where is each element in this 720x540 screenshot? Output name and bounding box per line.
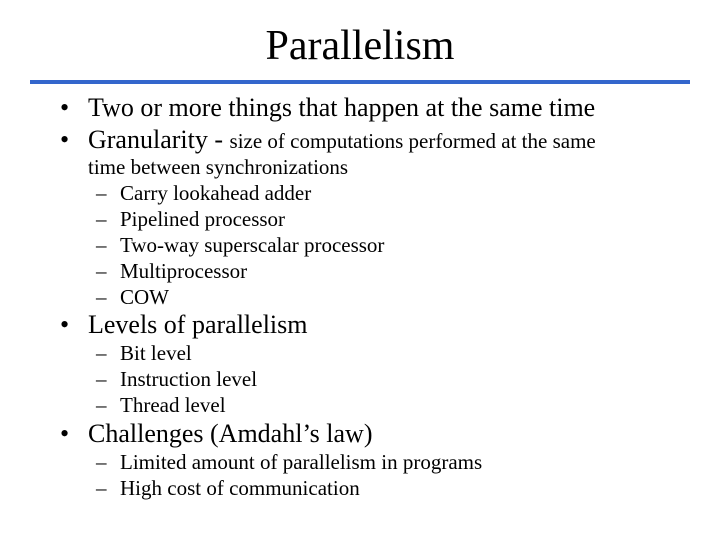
bullet-text xyxy=(88,125,596,156)
bullet-marker: • xyxy=(60,93,70,122)
sub-bullet-text: Limited amount of parallelism in programs xyxy=(120,450,483,474)
bullet-text: Levels of parallelism xyxy=(88,310,308,339)
sub-bullet-marker: – xyxy=(96,259,107,283)
sub-bullet-text: COW xyxy=(120,285,169,309)
slide-title: Parallelism xyxy=(265,23,455,69)
bullet-marker: • xyxy=(60,419,70,448)
title-divider xyxy=(30,80,690,84)
sub-bullet-text: Instruction level xyxy=(120,367,258,391)
bullet-lead: Granularity - xyxy=(88,125,230,154)
sub-bullet-marker: – xyxy=(96,367,107,391)
sub-bullet-marker: – xyxy=(96,393,107,417)
sub-bullet-marker: – xyxy=(96,233,107,257)
sub-bullet-text: High cost of communication xyxy=(120,476,360,500)
sub-bullet-marker: – xyxy=(96,476,107,500)
sub-bullet-text: Carry lookahead adder xyxy=(120,181,312,205)
bullet-text: Challenges (Amdahl’s law) xyxy=(88,419,373,448)
bullet-text: Two or more things that happen at the same time xyxy=(88,93,596,122)
sub-bullet-marker: – xyxy=(96,285,107,309)
sub-bullet-marker: – xyxy=(96,341,107,365)
bullet-marker: • xyxy=(60,310,70,339)
sub-bullet-text: Two-way superscalar processor xyxy=(120,233,385,257)
sub-bullet-text: Multiprocessor xyxy=(120,259,248,283)
bullet-marker: • xyxy=(60,125,70,154)
sub-bullet-text: Pipelined processor xyxy=(120,207,286,231)
sub-bullet-marker: – xyxy=(96,181,107,205)
sub-bullet-text: Bit level xyxy=(120,341,192,365)
sub-bullet-marker: – xyxy=(96,450,107,474)
sub-bullet-marker: – xyxy=(96,207,107,231)
bullet-detail: size of computations performed at the same xyxy=(229,129,596,153)
bullet-continuation: time between synchronizations xyxy=(88,155,349,179)
sub-bullet-text: Thread level xyxy=(120,393,226,417)
